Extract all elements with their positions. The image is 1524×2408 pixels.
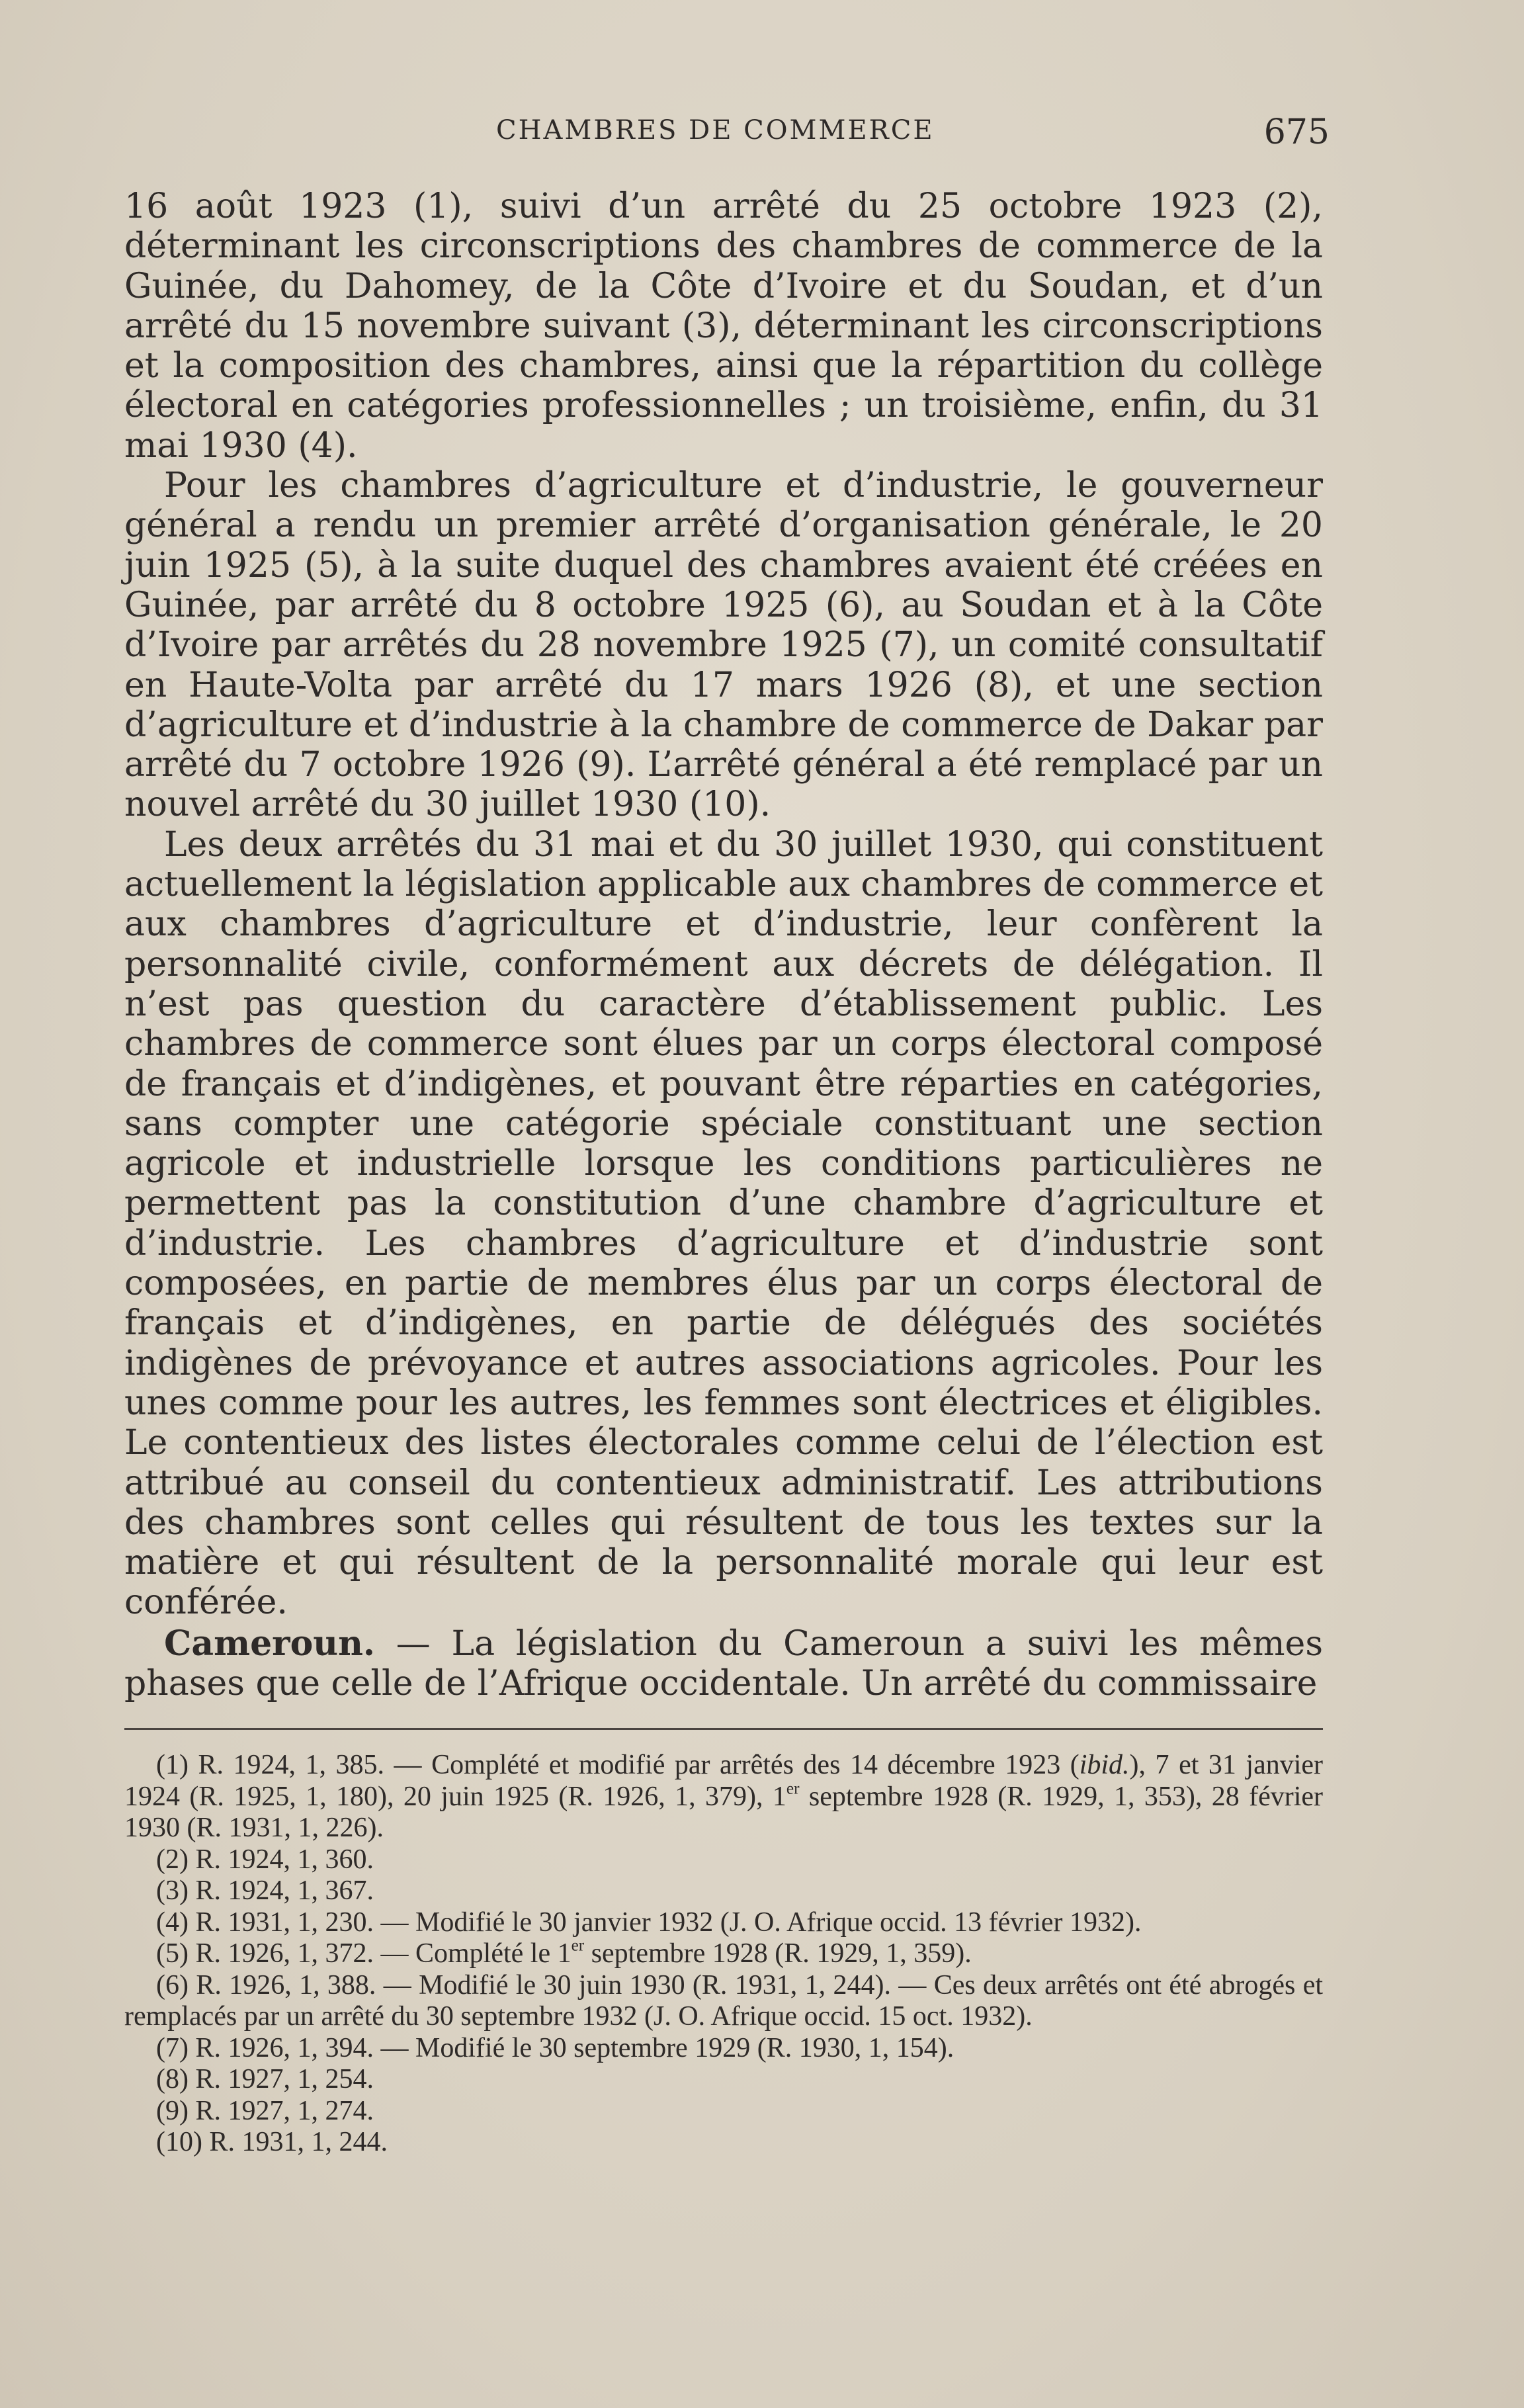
footnote-3: (3) R. 1924, 1, 367. [156, 1875, 374, 1906]
section-title: Cameroun. [164, 1623, 375, 1664]
running-head [126, 112, 1330, 159]
body-text [124, 187, 1323, 1623]
footnote-5-text-b: septembre 1928 (R. 1929, 1, 359). [584, 1938, 972, 1969]
footnote-1-text-b: ), 7 et 31 janvier 1924 (R. 1925, 1, 180), 20 juin 1925 (R. 1926, 1, 379), 1 [124, 1750, 1324, 1812]
section-cameroun [124, 1624, 1323, 1704]
footnote-1-superscript: er [786, 1779, 800, 1797]
paragraph-2: Pour les chambres d’agriculture et d’industrie, le gouverneur général a rendu un premier arrêté d’organisation générale, le 20 juin 1925 (5), à la suite duquel des chambres avaient été créées en Guinée, par arrêté du 8 octobre 1925 (6), au Soudan et à la Côte d’Ivoire par arrêtés du 28 novembre 1925 (7), un comité consultatif en Haute-Volta par arrêté du 17 mars 1926 (8), et une section d’agriculture et d’industrie à la chambre de commerce de Dakar par arrêté du 7 octobre 1926 (9). L’arrêté général a été remplacé par un nouvel arrêté du 30 juillet 1930 (10). [124, 466, 1323, 825]
footnote-2: (2) R. 1924, 1, 360. [156, 1844, 374, 1875]
footnote-rule [124, 1728, 1323, 1730]
footnotes [124, 1750, 1323, 2159]
footnote-10: (10) R. 1931, 1, 244. [156, 2127, 388, 2157]
page-number: 675 [1263, 112, 1330, 152]
footnote-1-ibid: ibid. [1079, 1750, 1130, 1780]
footnote-7: (7) R. 1926, 1, 394. — Modifié le 30 septembre 1929 (R. 1930, 1, 154). [156, 2032, 954, 2063]
footnote-5 [124, 1938, 1323, 1970]
footnote-8: (8) R. 1927, 1, 254. [156, 2064, 374, 2094]
footnote-1-text-c: septembre 1928 (R. 1929, 1, 353), 28 février 1930 (R. 1931, 1, 226). [124, 1781, 1324, 1843]
footnote-9: (9) R. 1927, 1, 274. [156, 2095, 374, 2126]
section-text: — La législation du Cameroun a suivi les mêmes phases que celle de l’Afrique occidentale. Un arrêté du commissaire [124, 1624, 1323, 1704]
running-title: CHAMBRES DE COMMERCE [496, 115, 935, 146]
footnote-5-superscript: er [571, 1936, 585, 1955]
paragraph-1: 16 août 1923 (1), suivi d’un arrêté du 25 octobre 1923 (2), déterminant les circonscriptions des chambres de commerce de la Guinée, du Dahomey, de la Côte d’Ivoire et du Soudan, et d’un arrêté du 15 novembre suivant (3), déterminant les circonscriptions et la composition des chambres, ainsi que la répartition du collège électoral en catégories professionnelles ; un troisième, enfin, du 31 mai 1930 (4). [124, 187, 1323, 466]
footnote-4: (4) R. 1931, 1, 230. — Modifié le 30 janvier 1932 (J. O. Afrique occid. 13 février 1932). [156, 1907, 1142, 1938]
footnote-5-text-a: (5) R. 1926, 1, 372. — Complété le 1 [156, 1938, 572, 1969]
footnote-1-text-a: (1) R. 1924, 1, 385. — Complété et modifié par arrêtés des 14 décembre 1923 ( [156, 1750, 1080, 1780]
footnote-6: (6) R. 1926, 1, 388. — Modifié le 30 juin 1930 (R. 1931, 1, 244). — Ces deux arrêtés ont été abrogés et remplacés par un arrêté du 30 septembre 1932 (J. O. Afrique occid. 15 oct. 1932). [124, 1969, 1323, 2032]
paragraph-3: Les deux arrêtés du 31 mai et du 30 juillet 1930, qui constituent actuellement la législation applicable aux chambres de commerce et aux chambres d’agriculture et d’industrie, leur confèrent la personnalité civile, conformément aux décrets de délégation. Il n’est pas question du caractère d’établissement public. Les chambres de commerce sont élues par un corps électoral composé de français et d’indigènes, et pouvant être réparties en catégories, sans compter une catégorie spéciale constituant une section agricole et industrielle lorsque les conditions particulières ne permettent pas la constitution d’une chambre d’agriculture et d’industrie. Les chambres d’agriculture et d’industrie sont composées, en partie de membres élus par un corps électoral de français et d’indigènes, en partie de délégués des sociétés indigènes de prévoyance et autres associations agricoles. Pour les unes comme pour les autres, les femmes sont électrices et éligibles. Le contentieux des listes électorales comme celui de l’élection est attribué au conseil du contentieux administratif. Les attributions des chambres sont celles qui résultent de tous les textes sur la matière et qui résultent de la personnalité morale qui leur est conférée. [124, 824, 1323, 1623]
footnote-1 [124, 1750, 1323, 1844]
